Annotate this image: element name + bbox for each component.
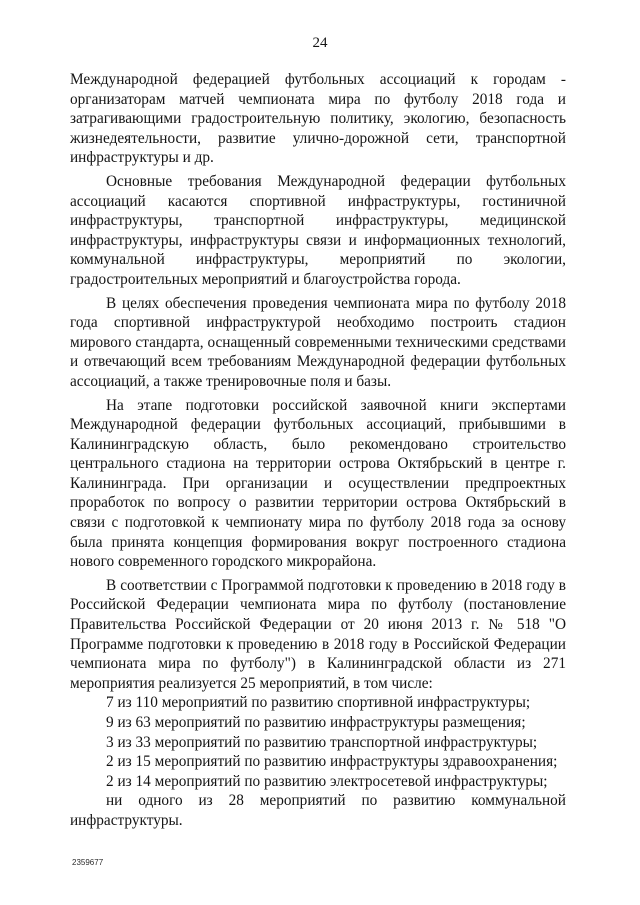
paragraph-continuation: Международной федерацией футбольных ассоциаций к городам - организаторам матчей чемпионата мира по футболу 2018 года и затрагивающими градостроительную политику, экологию, безопасность жизнедеятельности, развитие улично-дорожной сети, транспортной инфраструктуры и др. — [70, 71, 566, 167]
list-item: ни одного из 28 мероприятий по развитию коммунальной инфраструктуры. — [70, 792, 566, 829]
list-item: 9 из 63 мероприятий по развитию инфраструктуры размещения; — [106, 714, 526, 731]
paragraph-program: В соответствии с Программой подготовки к проведению в 2018 году в Российской Федерации чемпионата мира по футболу (постановление Правительства Российской Федерации от 20 июня 2013 г. № 518 "О Программе подготовки к проведению в 2018 году в Российской Федерации чемпионата мира по футболу") в Калининградской области из 271 мероприятия реализуется 25 мероприятий, в том числе: — [70, 576, 566, 692]
list-item: 2 из 15 мероприятий по развитию инфраструктуры здравоохранения; — [106, 753, 558, 771]
document-code: 2359677 — [72, 858, 104, 867]
page-number: 24 — [312, 35, 328, 51]
paragraph-stadium: В целях обеспечения проведения чемпионата мира по футболу 2018 года спортивной инфраструктурой необходимо построить стадион мирового стандарта, оснащенный современными техническими средствами и отвечающий всем требованиям Международной федерации футбольных ассоциаций, а также тренировочные поля и базы. — [70, 294, 566, 390]
paragraph-requirements: Основные требования Международной федерации футбольных ассоциаций касаются спортивной инфраструктуры, гостиничной инфраструктуры, транспортной инфраструктуры, медицинской инфраструктуры, инфраструктуры связи и информационных технологий, коммунальной инфраструктуры, мероприятий по экологии, градостроительных мероприятий и благоустройства города. — [70, 172, 566, 288]
paragraph-expert-recommendation: На этапе подготовки российской заявочной книги экспертами Международной федерации футбольных ассоциаций, прибывшими в Калининградскую область, было рекомендовано строительство центрального стадиона на территории острова Октябрьский в центре г. Калининграда. При организации и осуществлении предпроектных проработок по вопросу о развитии территории острова Октябрьский в связи с подготовкой к чемпионату мира по футболу 2018 года за основу была принята концепция формирования вокруг построенного стадиона нового современного городского микрорайона. — [70, 396, 566, 571]
document-body — [70, 70, 566, 831]
list-item: 2 из 14 мероприятий по развитию электросетевой инфраструктуры; — [106, 772, 548, 790]
list-item: 7 из 110 мероприятий по развитию спортивной инфраструктуры; — [106, 694, 531, 712]
list-item: 3 из 33 мероприятий по развитию транспортной инфраструктуры; — [106, 733, 538, 751]
